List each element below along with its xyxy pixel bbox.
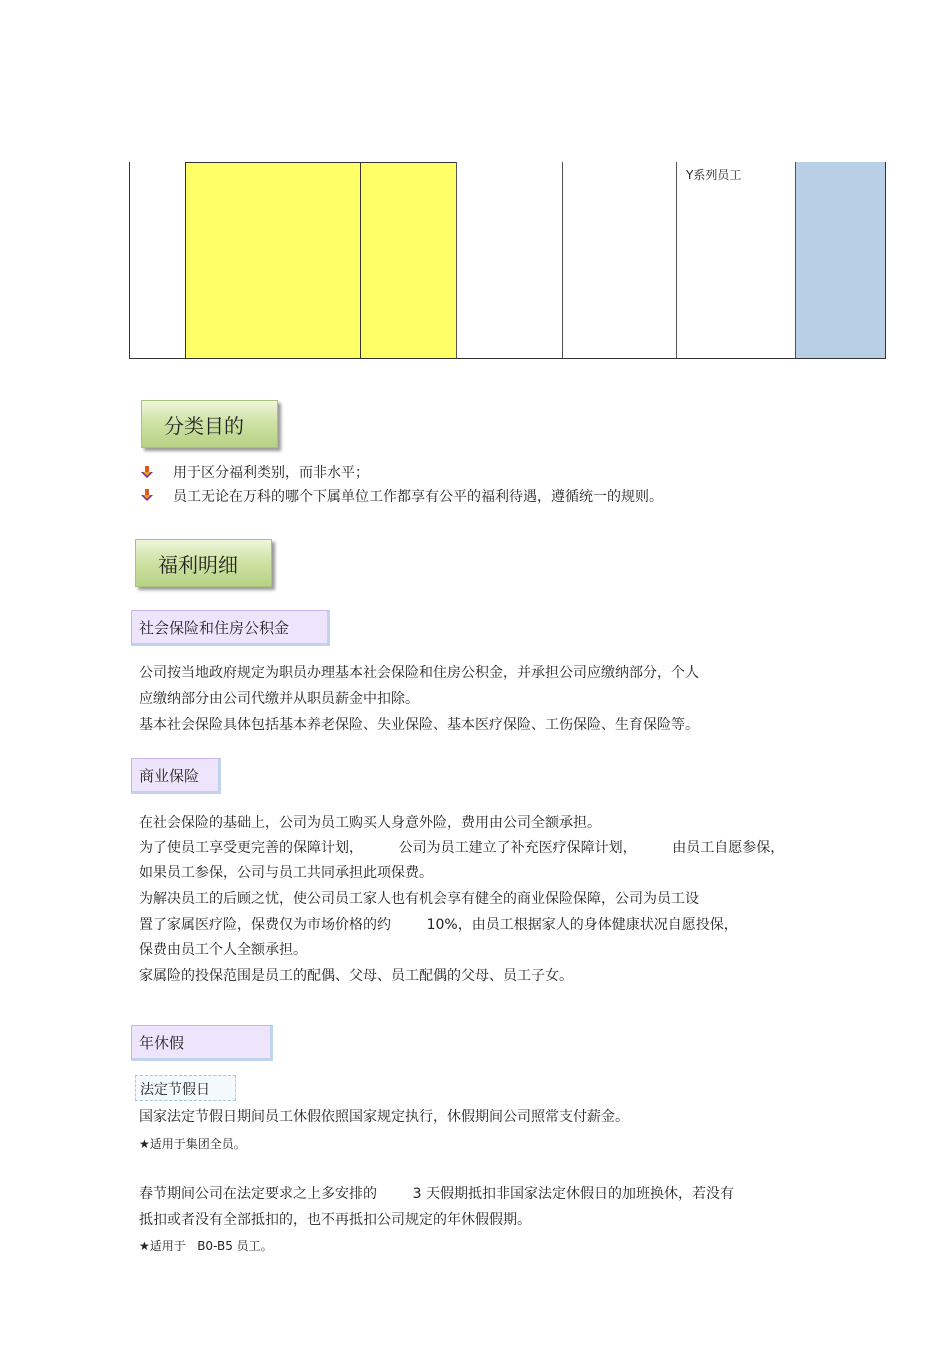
- applicability-note: ★适用于集团全员。: [139, 1137, 246, 1151]
- arrow-down-bullet-icon: [141, 466, 155, 480]
- label-social-insurance: 社会保险和住房公积金: [131, 610, 330, 646]
- section-title-purpose: 分类目的: [141, 400, 278, 448]
- paragraph-line: 置了家属医疗险，保费仅为市场价格的约 10%，由员工根据家人的身体健康状况自愿投保，: [139, 917, 738, 933]
- paragraph-line: 如果员工参保，公司与员工共同承担此项保费。: [139, 865, 433, 881]
- table-cell: [456, 162, 562, 359]
- table-cell-yellow: [185, 162, 360, 359]
- section-title-details: 福利明细: [135, 539, 272, 587]
- table-cell: [676, 162, 795, 359]
- label-annual-leave: 年休假: [131, 1025, 273, 1061]
- paragraph-line: 家属险的投保范围是员工的配偶、父母、员工配偶的父母、员工子女。: [139, 968, 573, 984]
- table-cell-yellow: [360, 162, 456, 359]
- bullet-text: 用于区分福利类别，而非水平；: [173, 465, 369, 481]
- paragraph-line: 春节期间公司在法定要求之上多安排的 3 天假期抵扣非国家法定休假日的加班换休，若没有: [139, 1186, 734, 1202]
- paragraph-line: 基本社会保险具体包括基本养老保险、失业保险、基本医疗保险、工伤保险、生育保险等。: [139, 717, 699, 733]
- table-cell-blue: [795, 162, 886, 359]
- paragraph-line: 抵扣或者没有全部抵扣的，也不再抵扣公司规定的年休假假期。: [139, 1212, 531, 1228]
- paragraph-line: 应缴纳部分由公司代缴并从职员薪金中扣除。: [139, 691, 419, 707]
- bullet-text: 员工无论在万科的哪个下属单位工作都享有公平的福利待遇，遵循统一的规则。: [173, 489, 663, 505]
- paragraph-line: 在社会保险的基础上，公司为员工购买人身意外险，费用由公司全额承担。: [139, 815, 601, 831]
- label-statutory-holidays: 法定节假日: [135, 1075, 236, 1101]
- paragraph-line: 保费由员工个人全额承担。: [139, 942, 307, 958]
- paragraph-line: 为解决员工的后顾之忧，使公司员工家人也有机会享有健全的商业保险保障，公司为员工设: [139, 891, 699, 907]
- paragraph-line: 国家法定节假日期间员工休假依照国家规定执行，休假期间公司照常支付薪金。: [139, 1109, 629, 1125]
- paragraph-line: 为了使员工享受更完善的保障计划， 公司为员工建立了补充医疗保障计划， 由员工自愿参保，: [139, 840, 785, 856]
- table-cell: [562, 162, 676, 359]
- y-series-label: Y系列员工: [686, 168, 742, 182]
- table-bottom-border: [129, 358, 886, 359]
- paragraph-line: 公司按当地政府规定为职员办理基本社会保险和住房公积金，并承担公司应缴纳部分，个人: [139, 665, 699, 681]
- applicability-note: ★适用于 B0-B5 员工。: [139, 1239, 273, 1253]
- table-cell: [129, 162, 185, 359]
- arrow-down-bullet-icon: [141, 489, 155, 503]
- label-commercial-insurance: 商业保险: [131, 758, 221, 794]
- employee-series-table: [129, 162, 886, 359]
